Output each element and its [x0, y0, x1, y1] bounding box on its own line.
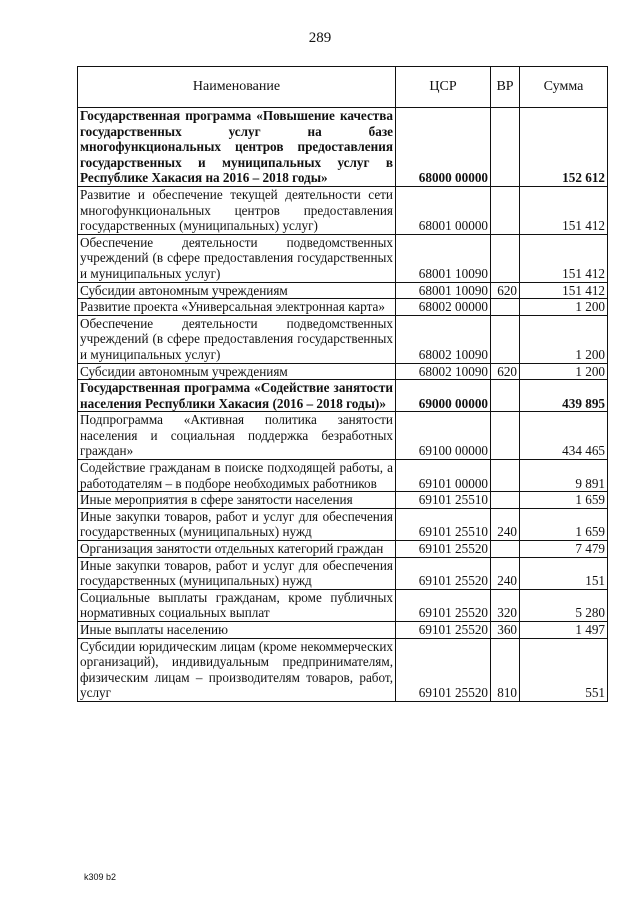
table-row: [78, 412, 608, 460]
name-cell: Развитие проекта «Универсальная электронная карта»: [78, 299, 396, 316]
vr-cell: 810: [491, 638, 520, 701]
vr-cell: 320: [491, 589, 520, 621]
name-cell: Государственная программа «Повышение качества государственных услуг на базе многофункциональных центров предоставления государственных и муниципальных услуг в Республике Хакасия на 2016 – 2018 годы»: [78, 108, 396, 187]
vr-cell: 620: [491, 363, 520, 380]
name-cell: Государственная программа «Содействие занятости населения Республики Хакасия (2016 – 2018 годы)»: [78, 380, 396, 412]
name-cell: Обеспечение деятельности подведомственных учреждений (в сфере предоставления государственных и муниципальных услуг): [78, 315, 396, 363]
csr-cell: 68001 00000: [396, 186, 491, 234]
name-cell: Иные выплаты населению: [78, 622, 396, 639]
name-cell: Иные закупки товаров, работ и услуг для обеспечения государственных (муниципальных) нужд: [78, 508, 396, 540]
sum-cell: 439 895: [520, 380, 608, 412]
sum-cell: 151 412: [520, 186, 608, 234]
name-cell: Субсидии автономным учреждениям: [78, 363, 396, 380]
csr-cell: 68002 10090: [396, 315, 491, 363]
sum-cell: 1 200: [520, 315, 608, 363]
name-cell: Субсидии юридическим лицам (кроме некоммерческих организаций), индивидуальным предпринимателям, физическим лицам – производителям товаров, работ, услуг: [78, 638, 396, 701]
csr-cell: 69101 25520: [396, 589, 491, 621]
sum-cell: 434 465: [520, 412, 608, 460]
sum-cell: 152 612: [520, 108, 608, 187]
footer-code: k309 b2: [84, 872, 117, 882]
table-row: [78, 299, 608, 316]
column-header-sum: Сумма: [520, 67, 608, 108]
table-row: [78, 460, 608, 492]
sum-cell: 151: [520, 557, 608, 589]
sum-cell: 1 497: [520, 622, 608, 639]
sum-cell: 9 891: [520, 460, 608, 492]
sum-cell: 1 659: [520, 492, 608, 509]
name-cell: Иные закупки товаров, работ и услуг для обеспечения государственных (муниципальных) нужд: [78, 557, 396, 589]
csr-cell: 68001 10090: [396, 282, 491, 299]
name-cell: Субсидии автономным учреждениям: [78, 282, 396, 299]
table-row: [78, 234, 608, 282]
csr-cell: 69101 25520: [396, 557, 491, 589]
vr-cell: [491, 234, 520, 282]
table-row: [78, 638, 608, 701]
vr-cell: [491, 541, 520, 558]
vr-cell: [491, 315, 520, 363]
name-cell: Организация занятости отдельных категорий граждан: [78, 541, 396, 558]
table-row: [78, 541, 608, 558]
column-header-name: Наименование: [78, 67, 396, 108]
name-cell: Содействие гражданам в поиске подходящей работы, а работодателям – в подборе необходимых работников: [78, 460, 396, 492]
name-cell: Иные мероприятия в сфере занятости населения: [78, 492, 396, 509]
name-cell: Обеспечение деятельности подведомственных учреждений (в сфере предоставления государственных и муниципальных услуг): [78, 234, 396, 282]
sum-cell: 1 659: [520, 508, 608, 540]
table-row: [78, 508, 608, 540]
budget-table: [77, 66, 608, 702]
name-cell: Развитие и обеспечение текущей деятельности сети многофункциональных центров предоставления государственных (муниципальных) услуг): [78, 186, 396, 234]
sum-cell: 7 479: [520, 541, 608, 558]
vr-cell: [491, 380, 520, 412]
table-row: [78, 589, 608, 621]
table-row: [78, 186, 608, 234]
table-body: [78, 108, 608, 702]
csr-cell: 69101 25520: [396, 638, 491, 701]
csr-cell: 69101 25510: [396, 508, 491, 540]
sum-cell: 151 412: [520, 234, 608, 282]
vr-cell: 240: [491, 557, 520, 589]
csr-cell: 69101 25520: [396, 622, 491, 639]
table-row: [78, 622, 608, 639]
csr-cell: 69101 00000: [396, 460, 491, 492]
sum-cell: 1 200: [520, 299, 608, 316]
vr-cell: 620: [491, 282, 520, 299]
sum-cell: 551: [520, 638, 608, 701]
table-row: [78, 492, 608, 509]
table-row: [78, 380, 608, 412]
column-header-vr: ВР: [491, 67, 520, 108]
sum-cell: 1 200: [520, 363, 608, 380]
name-cell: Подпрограмма «Активная политика занятости населения и социальная поддержка безработных граждан»: [78, 412, 396, 460]
csr-cell: 69101 25520: [396, 541, 491, 558]
sum-cell: 5 280: [520, 589, 608, 621]
vr-cell: [491, 108, 520, 187]
vr-cell: 360: [491, 622, 520, 639]
csr-cell: 68000 00000: [396, 108, 491, 187]
name-cell: Социальные выплаты гражданам, кроме публичных нормативных социальных выплат: [78, 589, 396, 621]
csr-cell: 68001 10090: [396, 234, 491, 282]
vr-cell: [491, 299, 520, 316]
csr-cell: 69000 00000: [396, 380, 491, 412]
vr-cell: [491, 412, 520, 460]
column-header-csr: ЦСР: [396, 67, 491, 108]
table-row: [78, 315, 608, 363]
vr-cell: 240: [491, 508, 520, 540]
table-row: [78, 363, 608, 380]
table-row: [78, 108, 608, 187]
vr-cell: [491, 460, 520, 492]
vr-cell: [491, 492, 520, 509]
csr-cell: 68002 00000: [396, 299, 491, 316]
csr-cell: 69101 25510: [396, 492, 491, 509]
table-row: [78, 557, 608, 589]
sum-cell: 151 412: [520, 282, 608, 299]
table-row: [78, 282, 608, 299]
table-header-row: [78, 67, 608, 108]
page-number: 289: [308, 30, 332, 46]
csr-cell: 69100 00000: [396, 412, 491, 460]
vr-cell: [491, 186, 520, 234]
csr-cell: 68002 10090: [396, 363, 491, 380]
